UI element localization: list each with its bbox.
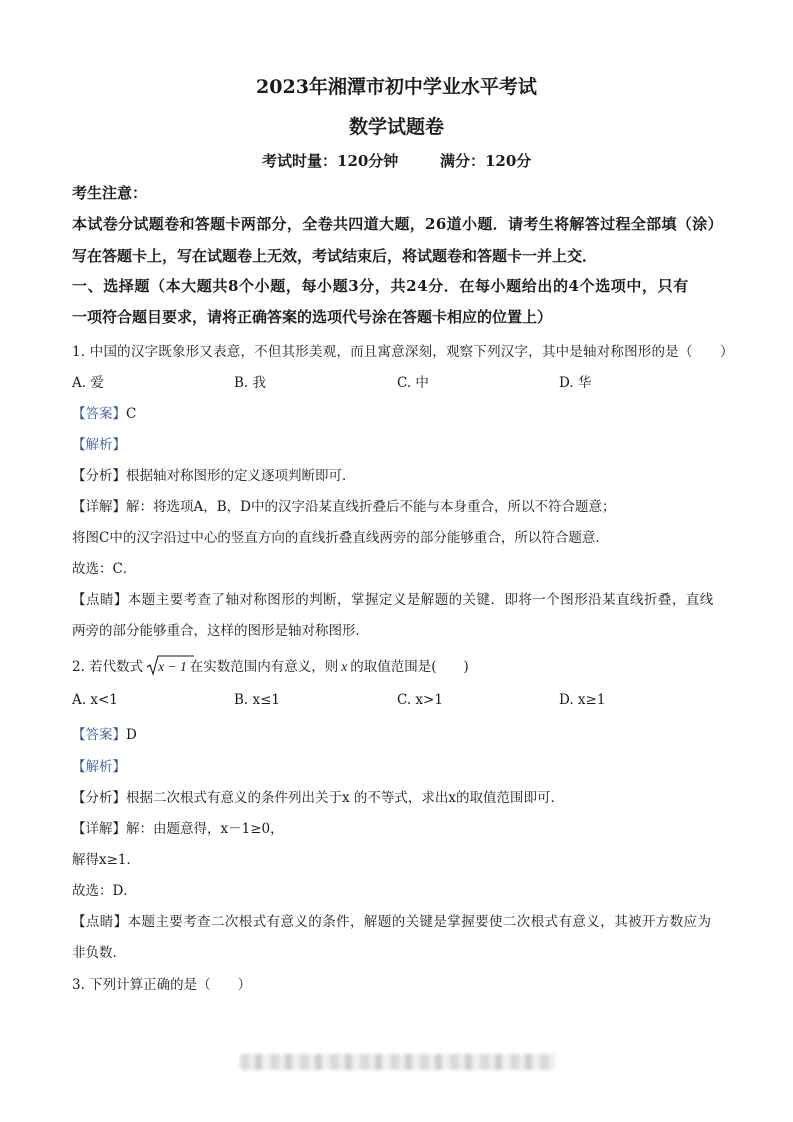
dianjing-text: 本题主要考查二次根式有意义的条件，解题的关键是掌握要使二次根式有意义，其被开方数应为	[127, 914, 712, 930]
question-2-option-b: B. x≤1	[234, 692, 281, 708]
question-2-dianjing-line-2: 非负数．	[72, 945, 126, 961]
radical-sign-icon	[146, 655, 194, 677]
exam-subtitle: 数学试题卷	[348, 116, 444, 138]
dianjing-tag: 【点睛】	[72, 592, 128, 608]
answer-value: D	[126, 727, 137, 743]
question-2-xiangjie	[72, 817, 284, 837]
section-heading-line-2: 一项符合题目要求，请将正确答案的选项代号涂在答题卡相应的位置上）	[72, 308, 553, 326]
stem-mid: 在实数范围内有意义，则	[189, 659, 339, 675]
question-1-option-b: B. 我	[234, 375, 267, 391]
question-2-option-a: A. x<1	[72, 692, 118, 708]
question-1-xiangjie	[72, 495, 616, 515]
answer-tag: 【答案】	[72, 406, 126, 422]
question-2-fenxi	[72, 786, 564, 806]
dianjing-tag: 【点睛】	[72, 914, 128, 930]
question-2-option-d: D. x≥1	[559, 692, 606, 708]
xiangjie-text: 解：由题意得，x－1≥0，	[126, 821, 284, 837]
question-2-dianjing	[72, 910, 711, 930]
exam-score: 满分：120分	[440, 152, 532, 170]
notice-line-2: 写在答题卡上，写在试题卷上无效，考试结束后，将试题卷和答题卡一并上交．	[72, 247, 598, 265]
notice-heading: 考生注意：	[72, 184, 148, 202]
fenxi-text: 根据二次根式有意义的条件列出关于x 的不等式，求出x的取值范围即可．	[126, 790, 565, 806]
question-1-option-a: A. 爱	[72, 375, 104, 391]
question-2-choose: 故选：D．	[72, 883, 137, 899]
question-2-answer	[72, 723, 137, 743]
xiangjie-tag: 【详解】	[72, 821, 126, 837]
stem-var: x	[341, 659, 348, 674]
question-1-fenxi	[72, 464, 356, 484]
answer-tag: 【答案】	[72, 727, 126, 743]
question-1-option-d: D. 华	[559, 375, 592, 391]
question-1-analysis-tag: 【解析】	[72, 437, 126, 453]
sqrt-expression	[146, 659, 187, 675]
question-1-stem: 1. 中国的汉字既象形又表意，不但其形美观，而且寓意深刻，观察下列汉字，其中是轴对称图形的是（ ）	[72, 344, 734, 360]
radicand: x − 1	[158, 659, 187, 674]
stem-post: 的取值范围是( )	[350, 659, 469, 675]
question-1-dianjing	[72, 588, 714, 608]
question-1-xiangjie-line-2: 将图C中的汉字沿过中心的竖直方向的直线折叠直线两旁的部分能够重合，所以符合题意．	[72, 530, 609, 546]
question-1-choose: 故选：C．	[72, 561, 137, 577]
exam-time: 考试时量：120分钟	[262, 152, 399, 170]
dianjing-text: 本题主要考查了轴对称图形的判断，掌握定义是解题的关键．即将一个图形沿某直线折叠，直线	[127, 592, 714, 608]
question-3-stem: 3. 下列计算正确的是（ ）	[72, 977, 252, 993]
question-2-option-c: C. x>1	[397, 692, 443, 708]
question-2-analysis-tag: 【解析】	[72, 759, 126, 775]
section-heading-line-1: 一、选择题（本大题共8个小题，每小题3分，共24分．在每小题给出的4个选项中，只有	[72, 277, 689, 295]
answer-value: C	[126, 406, 137, 422]
fenxi-text: 根据轴对称图形的定义逐项判断即可．	[126, 468, 356, 484]
notice-line-1: 本试卷分试题卷和答题卡两部分，全卷共四道大题，26道小题．请考生将解答过程全部填（涂）	[72, 215, 723, 233]
xiangjie-tag: 【详解】	[72, 499, 126, 515]
exam-title: 2023年湘潭市初中学业水平考试	[256, 76, 537, 98]
stem-pre: 2. 若代数式	[72, 659, 144, 675]
question-1-dianjing-line-2: 两旁的部分能够重合，这样的图形是轴对称图形．	[72, 623, 369, 639]
blurred-watermark	[240, 1054, 555, 1070]
question-1-answer	[72, 402, 136, 422]
xiangjie-text: 解：将选项A，B，D中的汉字沿某直线折叠后不能与本身重合，所以不符合题意；	[126, 499, 616, 515]
fenxi-tag: 【分析】	[72, 790, 126, 806]
fenxi-tag: 【分析】	[72, 468, 126, 484]
question-1-option-c: C. 中	[397, 375, 429, 391]
question-2-stem	[72, 655, 469, 675]
question-2-xiangjie-line-2: 解得x≥1．	[72, 852, 141, 868]
